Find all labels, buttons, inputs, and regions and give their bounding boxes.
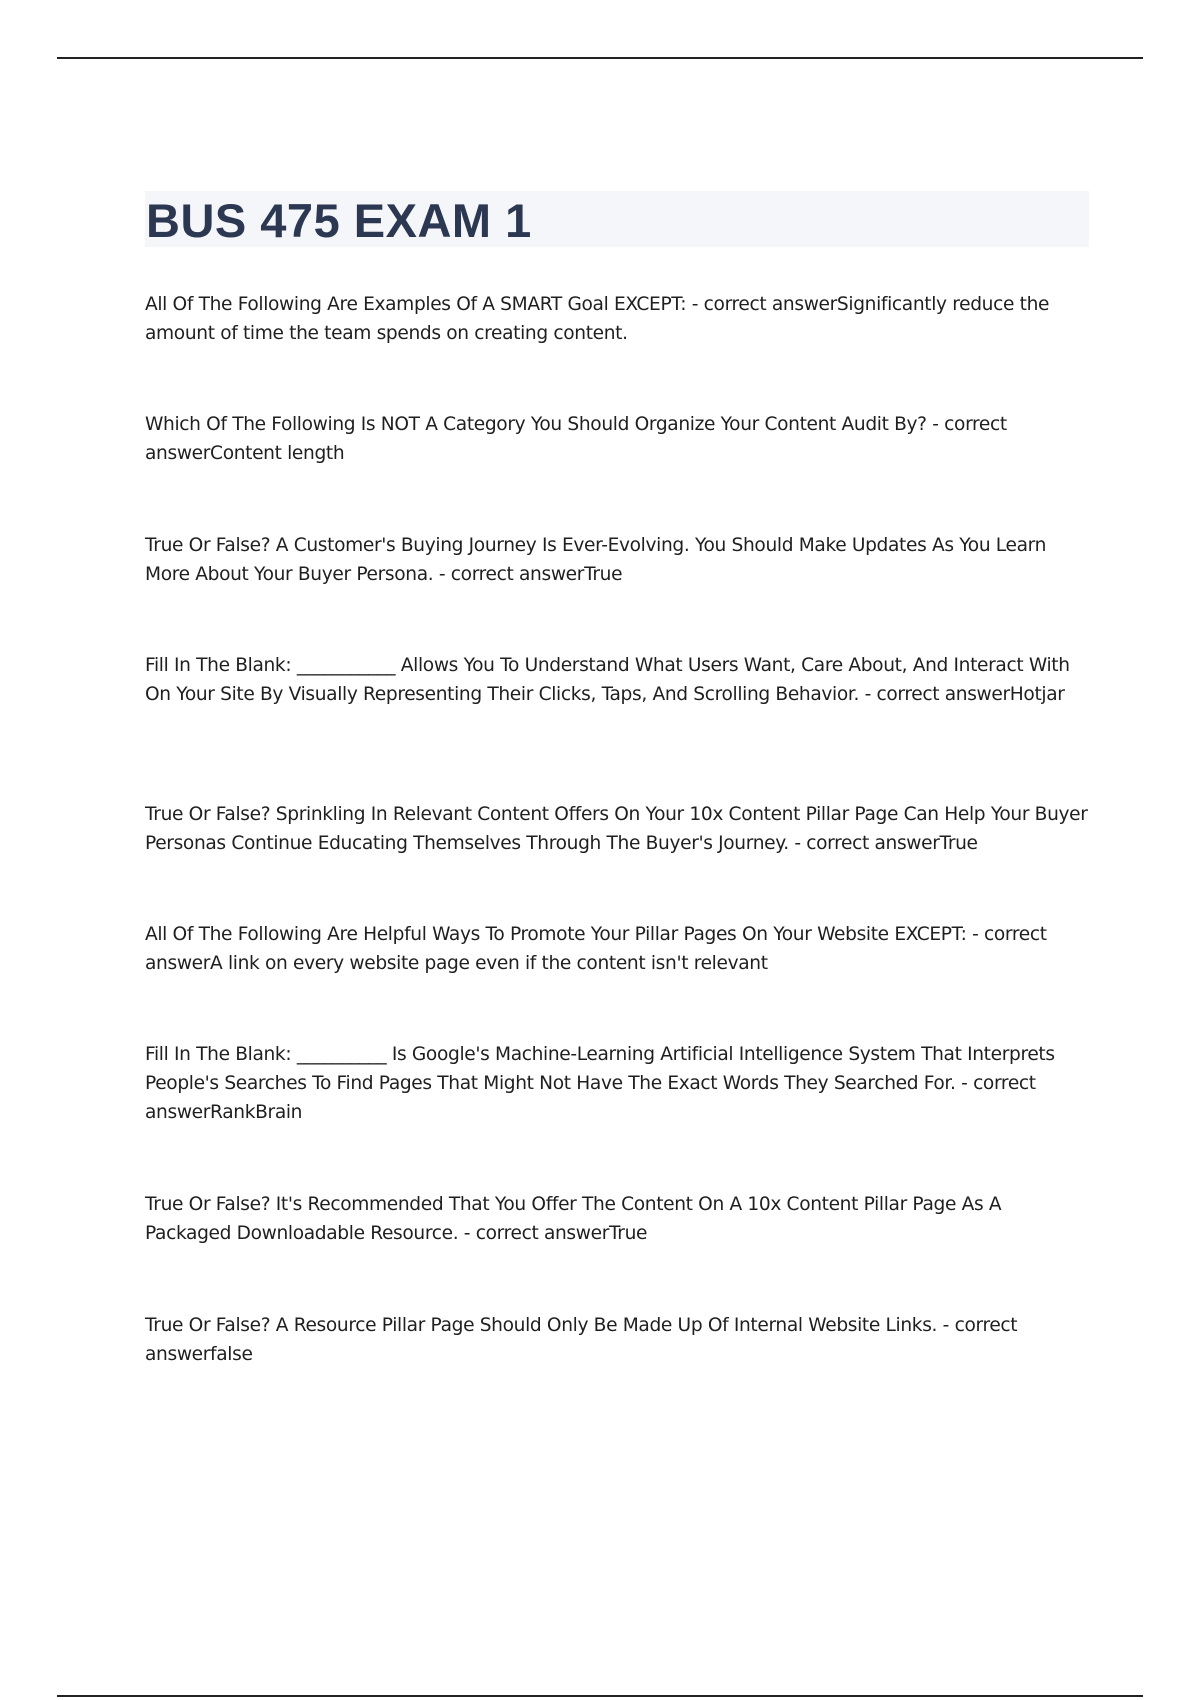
question-item-4: Fill In The Blank: ___________ Allows You To Understand What Users Want, Care About, And Interact With On Your Site By Visually Representing Their Clicks, Taps, And Scrolling Behavior. - correct answerHotjar [145, 655, 1070, 705]
question-item-1: All Of The Following Are Examples Of A SMART Goal EXCEPT: - correct answerSignificantly reduce the amount of time the team spends on creating content. [145, 294, 1050, 344]
question-item-6: All Of The Following Are Helpful Ways To Promote Your Pillar Pages On Your Website EXCEPT: - correct answerA link on every website page even if the content isn't relevant [145, 924, 1047, 974]
question-item-3: True Or False? A Customer's Buying Journey Is Ever-Evolving. You Should Make Updates As You Learn More About Your Buyer Persona. - correct answerTrue [145, 535, 1047, 585]
question-item-8: True Or False? It's Recommended That You Offer The Content On A 10x Content Pillar Page As A Packaged Downloadable Resource. - correct answerTrue [145, 1194, 1002, 1244]
question-item-2: Which Of The Following Is NOT A Category You Should Organize Your Content Audit By? - correct answerContent length [145, 414, 1007, 464]
question-item-5: True Or False? Sprinkling In Relevant Content Offers On Your 10x Content Pillar Page Can Help Your Buyer Personas Continue Educating Themselves Through The Buyer's Journey. - correct answerTrue [145, 804, 1088, 854]
top-rule [57, 57, 1143, 59]
question-item-9: True Or False? A Resource Pillar Page Should Only Be Made Up Of Internal Website Links. - correct answerfalse [145, 1315, 1018, 1365]
question-item-7: Fill In The Blank: __________ Is Google's Machine-Learning Artificial Intelligence System That Interprets People's Searches To Find Pages That Might Not Have The Exact Words They Searched For. - correct answerRankBrain [145, 1044, 1055, 1123]
bottom-rule [57, 1695, 1143, 1697]
document-title: BUS 475 EXAM 1 [146, 194, 532, 247]
